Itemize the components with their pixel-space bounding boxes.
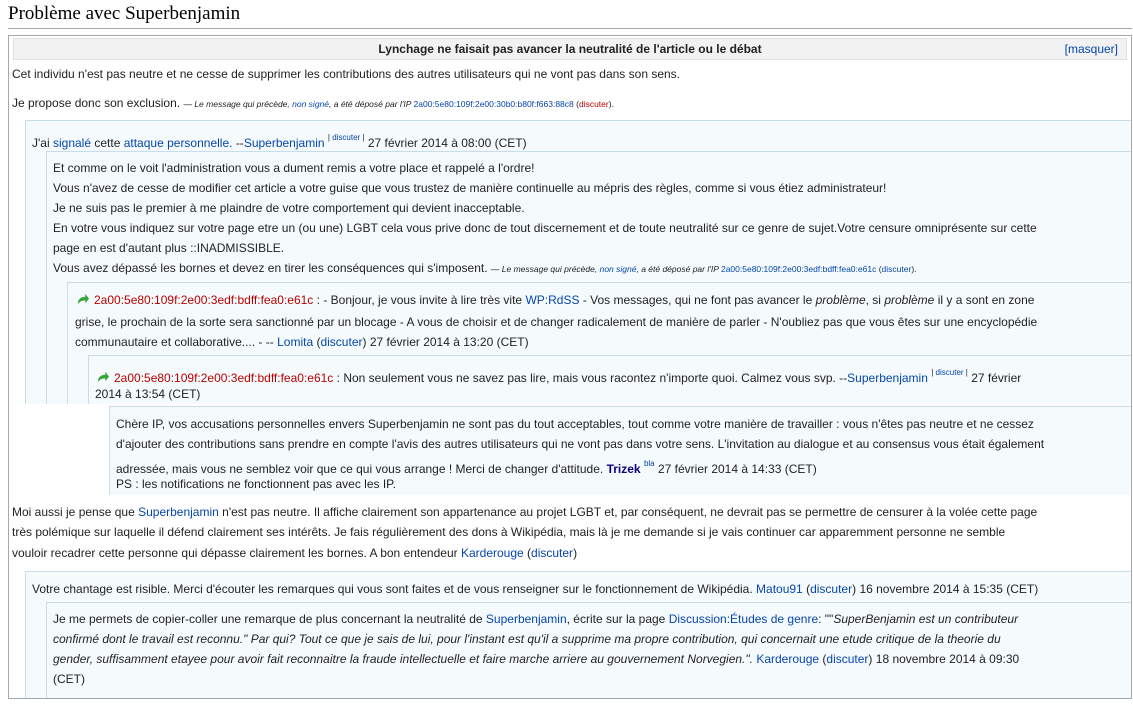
user-link-superbenjamin-2[interactable]: Superbenjamin <box>847 371 928 385</box>
lomita-line-1: 2a00:5e80:109f:2e00:3edf:bdff:fea0:e61c : - Bonjour, je vous invite à lire très vite WP:RdSS - Vos messages, qui ne font pas avancer le problème, si problème il y a sont en zone <box>75 290 1034 310</box>
user-link-matou91[interactable]: Matou91 <box>756 582 803 596</box>
comment-initial: Cet individu n'est pas neutre et ne cesse de supprimer les contributions des autres utilisateurs qui ne vont pas dans son sens. <box>12 67 681 81</box>
ip-talk-link[interactable]: discuter <box>578 99 609 109</box>
ip-line-1: Et comme on le voit l'administration vous a dument remis a votre place et rappelé a l'ordre! <box>53 161 535 175</box>
user-link-karderouge-2[interactable]: Karderouge <box>756 652 820 666</box>
unsigned-link[interactable]: non signé <box>292 99 330 109</box>
section-heading: Problème avec Superbenjamin <box>8 2 1132 29</box>
karde-line-1: Moi aussi je pense que Superbenjamin n'est pas neutre. Il affiche clairement son appartenance au projet LGBT et, par conséquent, ne devrait pas se permettre de censurer à la volée cette page <box>12 505 1038 519</box>
sb2-line-2: 2014 à 13:54 (CET) <box>95 387 201 401</box>
discussion-page-link[interactable]: Discussion:Études de genre <box>668 612 819 626</box>
collapsible-box <box>8 35 1132 699</box>
karde2-line-4: (CET) <box>53 672 85 686</box>
wp-rdss-link[interactable]: WP:RdSS <box>525 293 580 307</box>
user-link-superbenjamin[interactable]: Superbenjamin <box>243 136 325 150</box>
sb2-line-1: 2a00:5e80:109f:2e00:3edf:bdff:fea0:e61c : Non seulement vous ne savez pas lire, mais vous racontez n'importe quoi. Calmez vous svp. --Superbenjamin $^{| discuter |}$ 27 février <box>95 363 1021 388</box>
ip-mention-link[interactable]: 2a00:5e80:109f:2e00:3edf:bdff:fea0:e61c <box>94 293 314 307</box>
signale-link[interactable]: signalé <box>52 136 92 150</box>
user-link-lomita[interactable]: Lomita <box>277 335 314 349</box>
user-link-karderouge[interactable]: Karderouge <box>460 546 524 560</box>
trizek-line-2: d'ajouter des contributions sans prendre en compte l'avis des autres utilisateurs qui ne vont pas dans votre sens. L'invitation au dialogue et au consensus vous était également <box>116 437 1045 451</box>
hide-toggle-link[interactable]: [masquer] <box>1064 42 1118 56</box>
ip-mention-link-2[interactable]: 2a00:5e80:109f:2e00:3edf:bdff:fea0:e61c <box>114 371 334 385</box>
trizek-bla-link[interactable]: bla <box>643 459 655 468</box>
karde-line-3: vouloir recadrer cette personne qui dépasse clairement les bornes. A bon entendeur Karderouge (discuter) <box>12 546 578 560</box>
lomita-line-2: grise, le prochain de la sorte sera sanctionné par un blocage - A vous de choisir et de changer radicalement de manière de parler - N'oubliez pas que vous êtes sur une encyclopédie <box>75 315 1038 329</box>
talk-link-matou91[interactable]: discuter <box>810 582 853 596</box>
talk-link-superbenjamin-2[interactable]: discuter <box>935 368 964 377</box>
attaque-personnelle-link[interactable]: attaque personnelle. <box>123 136 233 150</box>
karde2-line-3: gender, suffisamment etayee pour avoir fait reconnaitre la fraude intellectuelle et faire marche arriere au gouvernement Norvegien.". Karderouge (discuter) 18 novembre 2014 à 09:30 <box>53 652 1020 666</box>
reply-arrow-icon <box>95 370 110 385</box>
lomita-line-3: communautaire et collaborative.... - -- Lomita (discuter) 27 février 2014 à 13:20 (CET) <box>75 335 529 349</box>
unsigned-note: — Le message qui précède, non signé, a été déposé par l'IP 2a00:5e80:109f:2e00:30b0:b80f:f663:88c8 (discuter). <box>183 99 614 109</box>
talk-link-superbenjamin[interactable]: discuter <box>332 133 361 142</box>
ip-line-3: Je ne suis pas le premier à me plaindre de votre comportement qui devient inacceptable. <box>53 201 525 215</box>
karde-line-2: très polémique sur laquelle il défend clairement ses intérêts. Je fais régulièrement des dons à Wikipédia, mais là je me demande si je vais continuer car apparemment personne ne semble <box>12 525 1006 539</box>
trizek-ps: PS : les notifications ne fonctionnent pas avec les IP. <box>116 477 396 491</box>
ip-line-6: Vous avez dépassé les bornes et devez en tirer les conséquences qui s'imposent. — Le message qui précède, non signé, a été déposé par l'IP 2a00:5e80:109f:2e00:3edf:bdff:fea0:e61c (discuter). <box>53 261 917 275</box>
talk-link-karderouge-2[interactable]: discuter <box>826 652 869 666</box>
karde2-line-2: confirmé dont le travail est reconnu." Par qui? Tout ce que je sais de lui, pour l'instant est qu'il a supprime ma propre contribution, qui concernait une etude critique de la theorie du <box>53 632 1001 646</box>
reply-arrow-icon <box>75 292 90 307</box>
trizek-line-1: Chère IP, vos accusations personnelles envers Superbenjamin ne sont pas du tout acceptables, tout comme votre manière de travailler : vous n'êtes pas neutre et ne cessez <box>116 417 1034 431</box>
ip-line-2: Vous n'avez de cesse de modifier cet article a votre guise que vous trustez de manière continuelle au mépris des règles, comme si vous étiez administrateur! <box>53 181 887 195</box>
trizek-line-3: adressée, mais vous ne semblez voir que ce qui vous arrange ! Merci de changer d'attitude. Trizek $^{bla}$ 27 février 2014 à 14:33 (CET) <box>116 459 817 476</box>
unsigned-link-2[interactable]: non signé <box>599 264 637 274</box>
box-header <box>13 38 1127 60</box>
box-title: Lynchage ne faisait pas avancer la neutralité de l'article ou le débat <box>378 42 762 56</box>
reply-superbenjamin: J'ai signalé cette attaque personnelle. --Superbenjamin $^{| discuter |}$ 27 février 2014 à 08:00 (CET) <box>32 133 527 150</box>
karde2-line-1: Je me permets de copier-coller une remarque de plus concernant la neutralité de Superbenjamin, écrite sur la page Discussion:Études de genre: ""SuperBenjamin est un contributeur <box>53 612 1019 626</box>
talk-link-karderouge[interactable]: discuter <box>531 546 574 560</box>
ip-link-2[interactable]: 2a00:5e80:109f:2e00:3edf:bdff:fea0:e61c <box>720 264 877 274</box>
ip-link[interactable]: 2a00:5e80:109f:2e00:30b0:b80f:f663:88c8 <box>413 99 574 109</box>
superbenjamin-link[interactable]: Superbenjamin <box>138 505 219 519</box>
user-link-trizek[interactable]: Trizek <box>606 462 641 476</box>
ip-line-5: page en est d'autant plus ::INADMISSIBLE. <box>53 241 285 255</box>
ip-talk-link-2[interactable]: discuter <box>881 264 912 274</box>
talk-link-lomita[interactable]: discuter <box>320 335 363 349</box>
matou-line: Votre chantage est risible. Merci d'écouter les remarques qui vous sont faites et de vous renseigner sur le fonctionnement de Wikipédia. Matou91 (discuter) 16 novembre 2014 à 15:35 (CET) <box>32 582 1039 596</box>
superbenjamin-link-2[interactable]: Superbenjamin <box>485 612 567 626</box>
unsigned-note-2: — Le message qui précède, non signé, a été déposé par l'IP 2a00:5e80:109f:2e00:3edf:bdff:fea0:e61c (discuter). <box>490 264 917 274</box>
ip-line-4: En votre vous indiquez sur votre page etre un (ou une) LGBT cela vous prive donc de tout discernement et de toute neutralité sur ce genre de sujet.Votre censure omniprésente sur cette <box>53 221 1037 235</box>
comment-initial-2: Je propose donc son exclusion. — Le message qui précède, non signé, a été déposé par l'IP 2a00:5e80:109f:2e00:30b0:b80f:f663:88c8 (discuter). <box>12 96 614 110</box>
